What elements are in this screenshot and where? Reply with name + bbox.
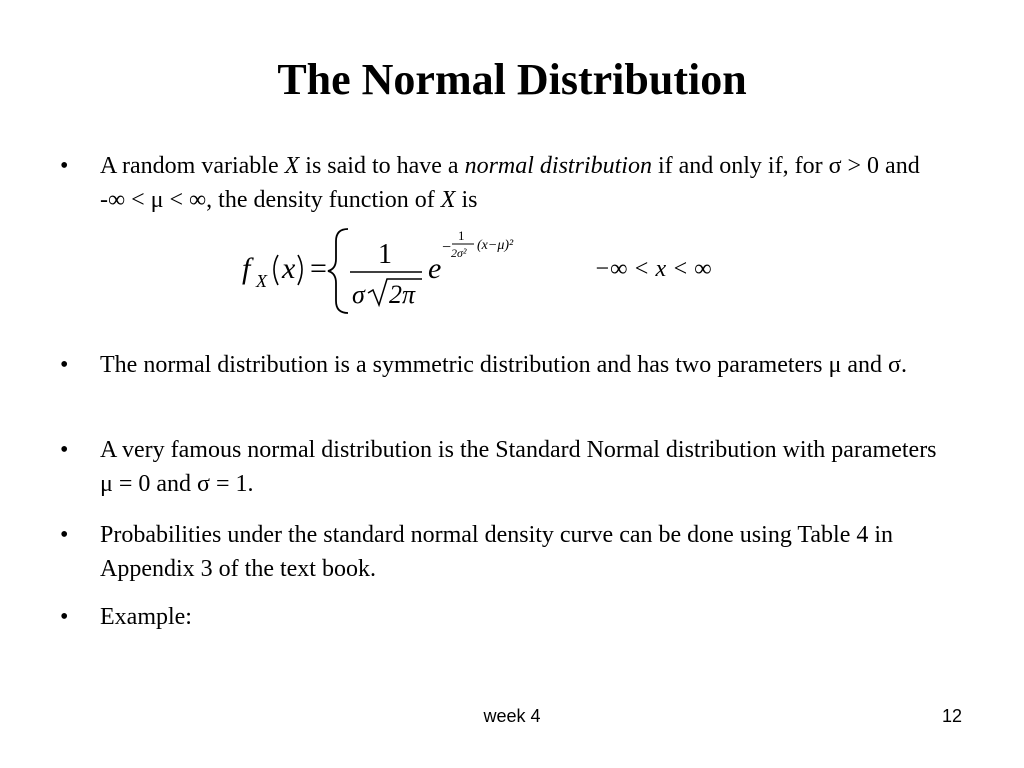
eq-exponential-base: e: [428, 252, 442, 285]
eq-equals: =: [310, 252, 327, 285]
bullet-marker: •: [60, 352, 69, 378]
italic-term: X: [284, 153, 300, 179]
bullet-item-table-reference: [60, 518, 940, 586]
bullet-text: [100, 518, 940, 586]
italic-term: normal distribution: [464, 153, 652, 179]
italic-term: X: [440, 187, 456, 213]
eq-function-name: f: [242, 252, 251, 285]
bullet-marker: •: [60, 153, 69, 179]
eq-numerator: 1: [378, 239, 392, 270]
eq-function-subscript: X: [256, 271, 267, 291]
eq-denominator-sigma: σ: [352, 280, 365, 309]
text-run: A random variable: [100, 153, 285, 179]
bullet-item-symmetric: [60, 348, 940, 382]
normal-density-equation: [236, 223, 736, 319]
text-run: The normal distribution is a symmetric distribution and has two parameters μ and σ.: [100, 352, 907, 378]
page-number: 12: [941, 706, 962, 726]
slide-title: The Normal Distribution: [277, 55, 747, 104]
eq-right-paren: [298, 255, 302, 285]
text-run: Probabilities under the standard normal density curve can be done using Table 4 in Appendix 3 of the text book.: [100, 522, 894, 582]
bullet-text: [100, 149, 940, 217]
footer-label: week 4: [483, 706, 541, 726]
text-run: is said to have a: [299, 153, 465, 179]
bullet-marker: •: [60, 604, 69, 630]
eq-denominator-sqrt-arg: 2π: [389, 280, 416, 309]
text-run: is: [455, 187, 478, 213]
bullet-marker: •: [60, 522, 69, 548]
eq-exponent-sign: −: [442, 239, 452, 256]
bullet-text: [100, 433, 940, 501]
bullet-text: [100, 348, 940, 382]
bullet-item-example: [60, 600, 940, 634]
text-run: Example:: [100, 604, 192, 630]
eq-exponent-body: (x−μ)²: [477, 238, 514, 253]
eq-curly-brace: [328, 229, 348, 313]
text-run: if and only if, for σ > 0 and -∞ < μ < ∞, the density function of: [100, 153, 920, 213]
bullet-marker: •: [60, 437, 69, 463]
eq-left-paren: [274, 255, 278, 285]
eq-domain: −∞ < x < ∞: [594, 256, 712, 282]
bullet-item-definition: [60, 149, 940, 217]
bullet-item-standard-normal: [60, 433, 940, 501]
eq-argument: x: [282, 252, 296, 285]
bullet-text: [100, 600, 940, 634]
eq-exponent-frac-den: 2σ²: [451, 246, 467, 260]
eq-exponent-frac-num: 1: [458, 228, 465, 243]
text-run: A very famous normal distribution is the Standard Normal distribution with parameters μ = 0 and σ = 1.: [100, 437, 937, 497]
